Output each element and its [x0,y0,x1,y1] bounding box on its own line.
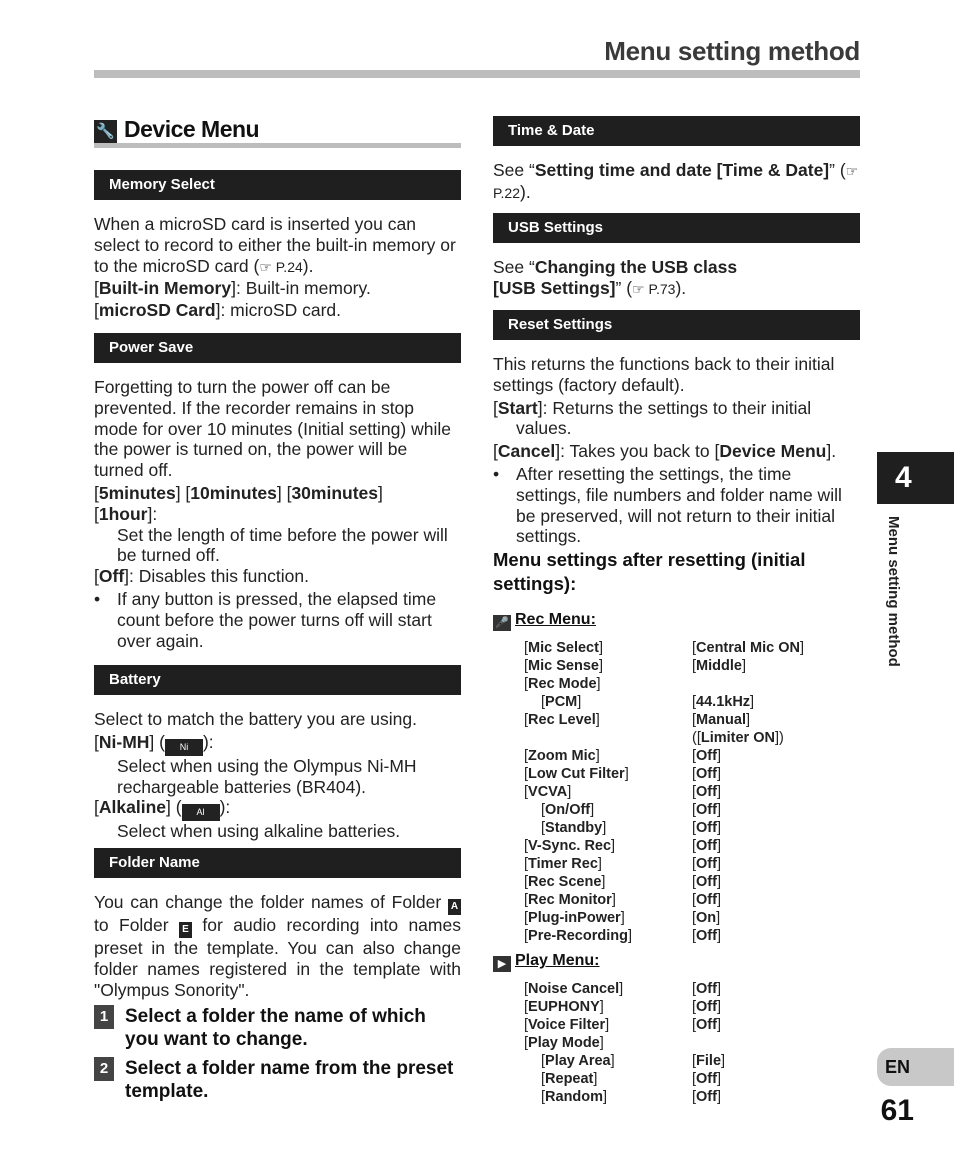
option-desc: : Returns the settings to their initial values. [516,397,812,439]
wrench-icon: 🔧 [94,120,117,143]
menu-item-name: Play Mode [528,1035,600,1051]
battery-text: Select to match the battery you are using. [94,709,417,729]
page-title: Menu setting method [604,36,860,66]
folder-name-body [94,892,461,1000]
option-desc: : Disables this function. [129,566,309,587]
menu-item-key: [Repeat] [541,1071,598,1087]
play-icon: ▶ [493,956,511,972]
section-heading [94,116,461,148]
memory-select-bar: Memory Select [94,170,461,200]
menu-item-key: [PCM] [541,694,582,710]
menu-item-value: Middle [696,658,742,674]
menu-item-key: [Zoom Mic] [524,748,600,764]
see-text: ” ( [615,277,633,298]
play-menu-heading [493,952,599,972]
menu-row [524,1052,860,1070]
memory-text: When a microSD card is inserted you can select to record to either the built-in memory or to the microSD card ( [94,214,456,276]
step-number: 1 [94,1005,114,1029]
menu-item-default: ([Limiter ON]) [692,730,784,746]
menu-item-value: Off [696,802,717,818]
menu-row [524,711,860,729]
menu-item-name: Pre-Recording [528,928,628,944]
menu-item-default: [Off] [692,981,721,997]
menu-item-value: Off [696,874,717,890]
usb-settings-bar: USB Settings [493,213,860,243]
menu-item-value: Off [696,748,717,764]
menu-item-key: [Mic Sense] [524,658,603,674]
menu-item-value: On [696,910,717,926]
menu-item-name: On/Off [545,802,591,818]
menu-item-default: [Manual] [692,712,751,728]
see-text: See “ [493,160,535,180]
menu-item-value: Off [696,892,717,908]
menu-item-key: [EUPHONY] [524,999,604,1015]
menu-item-default: [Middle] [692,658,746,674]
menu-item-name: Low Cut Filter [528,766,625,782]
menu-item-name: EUPHONY [528,999,600,1015]
time-date-body [493,160,860,204]
menu-row [524,873,860,891]
menu-item-value: File [696,1053,722,1069]
menu-item-default: [File] [692,1053,726,1069]
menu-item-name: Rec Scene [528,874,602,890]
menu-item-default: [Off] [692,892,721,908]
option-desc: : microSD card. [220,300,342,321]
step-number: 2 [94,1057,114,1081]
folder-text: for audio recording into names preset in the template. You can also change folder names registered in the template with "Olympus Sonority". [94,915,461,1000]
time-date-bar: Time & Date [493,116,860,146]
menu-item-default: [44.1kHz] [692,694,755,710]
bullet-note: • If any button is pressed, the elapsed time count before the power turns off will start over again. [94,589,461,651]
menu-item-name: Timer Rec [528,856,598,872]
menu-item-default: [Off] [692,820,721,836]
option-key: 1hour [98,503,148,524]
menu-item-key: [Play Area] [541,1053,615,1069]
menu-item-key: [On/Off] [541,802,595,818]
menu-row [524,1070,860,1088]
page-ref: ☞ P.22 [493,163,859,201]
reset-text: This returns the functions back to their initial settings (factory default). [493,354,835,395]
menu-item-key: [Low Cut Filter] [524,766,629,782]
menu-item-default: [Off] [692,748,721,764]
folder-a-icon: A [448,899,461,915]
power-save-bar: Power Save [94,333,461,363]
menu-item-key: [Random] [541,1089,608,1105]
menu-row [524,1034,860,1052]
menu-item-key: [Play Mode] [524,1035,604,1051]
option-key: Cancel [497,441,556,462]
menu-item-key [524,729,692,747]
menu-item-value: Limiter ON [700,730,775,746]
menu-item-default: [Off] [692,928,721,944]
menu-item-value: Off [696,999,717,1015]
menu-row [524,998,860,1016]
step-2 [94,1057,461,1103]
folder-text: You can change the folder names of Folder [94,892,442,912]
title-rule [94,70,860,78]
menu-item-value: Off [696,856,717,872]
usb-settings-body [493,257,860,300]
menu-item-name: PCM [545,694,578,710]
page-ref: ☞ P.73 [632,280,676,297]
folder-text: to Folder [94,915,169,935]
menu-row [524,801,860,819]
battery-bar: Battery [94,665,461,695]
menu-row [524,1088,860,1106]
option-desc: Select when using the Olympus Ni-MH rechargeable batteries (BR404). [117,755,417,797]
menu-item-value: Off [696,838,717,854]
menu-item-key: [V-Sync. Rec] [524,838,616,854]
menu-row [524,837,860,855]
menu-item-key: [VCVA] [524,784,572,800]
power-save-body: Forgetting to turn the power off can be prevented. If the recorder remains in stop mode for over 10 minutes (Initial setting) while the power is turned on, the power will be turned off. [5minutes] [10minutes] [30minutes] [1hour]: Set the length of time before the power will be turned off. [Off]: Disables this function. • If any button is pressed, the elapsed time count before the power turns off will start over again. [94,377,461,651]
menu-item-value: Central Mic ON [696,640,800,656]
menu-item-name: Mic Select [528,640,599,656]
menu-row [524,747,860,765]
option-desc: Set the length of time before the power will be turned off. [117,524,448,566]
folder-name-bar: Folder Name [94,848,461,878]
step-1 [94,1005,461,1051]
menu-item-key: [Plug-inPower] [524,910,625,926]
option-key: 10minutes [190,482,277,503]
menu-item-default: [On] [692,910,721,926]
see-text: See “ [493,257,535,277]
menu-item-name: Plug-inPower [528,910,621,926]
option-key: Alkaline [98,797,166,818]
chapter-side-label [880,516,906,696]
chapter-tab: 4 [877,452,954,504]
play-menu-title: Play Menu: [515,952,600,969]
menu-item-value: Off [696,1017,717,1033]
time-date-link-text: Setting time and date [Time & Date] [534,160,830,180]
menu-item-value: Manual [696,712,746,728]
menu-item-value: Off [696,784,717,800]
chapter-label-text: Menu setting method [885,516,902,667]
menu-item-key: [Timer Rec] [524,856,602,872]
menu-item-default: [Central Mic ON] [692,640,804,656]
menu-item-name: Zoom Mic [528,748,596,764]
menu-row [524,657,860,675]
menu-row [524,891,860,909]
menu-row [524,783,860,801]
menu-item-default: [Off] [692,838,721,854]
power-text: Forgetting to turn the power off can be prevented. If the recorder remains in stop mode for over 10 minutes (Initial setting) while the power is turned on, the power will be turned off. [94,377,451,481]
menu-row [524,693,860,711]
section-title: Device Menu [124,116,260,142]
menu-item-key: [Rec Monitor] [524,892,616,908]
see-text: ). [675,277,687,298]
menu-item-default: [Off] [692,784,721,800]
menu-item-name: Noise Cancel [528,981,620,997]
menu-item-key: [Noise Cancel] [524,981,624,997]
menu-item-default: [Off] [692,802,721,818]
menu-item-name: Rec Mode [528,676,597,692]
page-ref: ☞ P.24 [259,258,303,275]
menu-item-value: Off [696,1071,717,1087]
menu-row [524,855,860,873]
memory-text-end: ). [302,255,314,276]
option-target: Device Menu [719,441,827,462]
option-desc: Select when using alkaline batteries. [117,821,401,842]
menu-row [524,765,860,783]
menu-item-default: [Off] [692,874,721,890]
menu-item-name: Rec Monitor [528,892,612,908]
menu-item-value: Off [696,981,717,997]
language-tab: EN [877,1048,954,1086]
menu-row [524,927,860,945]
menu-item-default: [Off] [692,766,721,782]
menu-item-default: [Off] [692,1089,721,1105]
menu-item-name: Play Area [545,1053,611,1069]
menu-row [524,909,860,927]
menu-item-value: Off [696,820,717,836]
nimh-battery-icon: Ni [165,739,203,756]
memory-select-body: When a microSD card is inserted you can select to record to either the built-in memory or to the microSD card (☞ P.24). [Built-in Memory]: Built-in memory. [microSD Card]: microSD card. [94,214,456,321]
menu-row [524,980,860,998]
menu-item-key: [Standby] [541,820,607,836]
step-text: Select a folder the name of which you want to change. [125,1006,426,1050]
menu-item-key: [Rec Mode] [524,676,601,692]
alkaline-battery-icon: Al [182,804,220,821]
play-menu-table [524,980,860,1106]
option-desc: : Takes you back to [ [560,441,720,462]
menu-row [524,1016,860,1034]
menu-row [524,819,860,837]
menu-item-key: [Rec Level] [524,712,600,728]
see-text: ). [520,181,531,202]
menu-item-value: 44.1kHz [696,694,751,710]
option-desc: : Built-in memory. [235,278,371,299]
option-key: 30minutes [291,482,379,503]
reset-settings-bar: Reset Settings [493,310,860,340]
after-reset-title: Menu settings after resetting (initial settings): [493,549,806,594]
menu-item-name: Mic Sense [528,658,599,674]
menu-item-key: [Rec Scene] [524,874,606,890]
menu-item-default: [Off] [692,1071,721,1087]
see-text: ” ( [829,160,846,180]
option-key: microSD Card [98,300,216,321]
option-key: Off [98,566,125,587]
menu-item-value: Off [696,928,717,944]
step-text: Select a folder name from the preset template. [125,1058,454,1102]
usb-link-text: [USB Settings] [493,277,616,298]
rec-menu-title: Rec Menu: [515,611,596,628]
menu-item-name: Voice Filter [528,1017,606,1033]
option-key: 5minutes [98,482,176,503]
rec-menu-table [524,639,860,945]
menu-item-name: V-Sync. Rec [528,838,612,854]
microphone-icon: 🎤 [493,615,511,631]
folder-e-icon: E [179,922,192,938]
menu-item-key: [Pre-Recording] [524,928,632,944]
option-key: Built-in Memory [98,278,232,299]
reset-settings-body: This returns the functions back to their initial settings (factory default). [Start]: Returns the settings to their initial values. [Cancel]: Takes you back to [Device Menu]. • After resetting the settings, the time settings, file numbers and folder name will be preserved, will not return to their initial settings. [493,354,860,547]
page-number: 61 [880,1094,914,1127]
option-desc: ]. [826,441,837,462]
menu-row [524,639,860,657]
menu-item-default: [Off] [692,1017,721,1033]
menu-row [524,729,860,747]
menu-item-default: [Off] [692,856,721,872]
menu-item-default: [Off] [692,999,721,1015]
rec-menu-heading [493,611,596,631]
option-key: Start [497,397,538,418]
menu-item-value: Off [696,766,717,782]
menu-item-name: VCVA [528,784,568,800]
menu-item-name: Standby [545,820,603,836]
menu-row [524,675,860,693]
menu-item-key: [Voice Filter] [524,1017,610,1033]
menu-item-name: Rec Level [528,712,596,728]
menu-item-key: [Mic Select] [524,640,603,656]
menu-item-value: Off [696,1089,717,1105]
battery-body: Select to match the battery you are using. [Ni-MH] ( Ni ): Select when using the Olympus Ni-MH rechargeable batteries (BR404). [Alkaline] ( Al ): Select when using alkaline batteries. [94,709,461,842]
menu-item-name: Random [545,1089,604,1105]
usb-link-text: Changing the USB class [534,257,738,277]
bullet-note: • After resetting the settings, the time settings, file numbers and folder name will be preserved, will not return to their initial settings. [493,464,860,547]
menu-item-name: Repeat [545,1071,594,1087]
option-key: Ni-MH [98,731,150,752]
